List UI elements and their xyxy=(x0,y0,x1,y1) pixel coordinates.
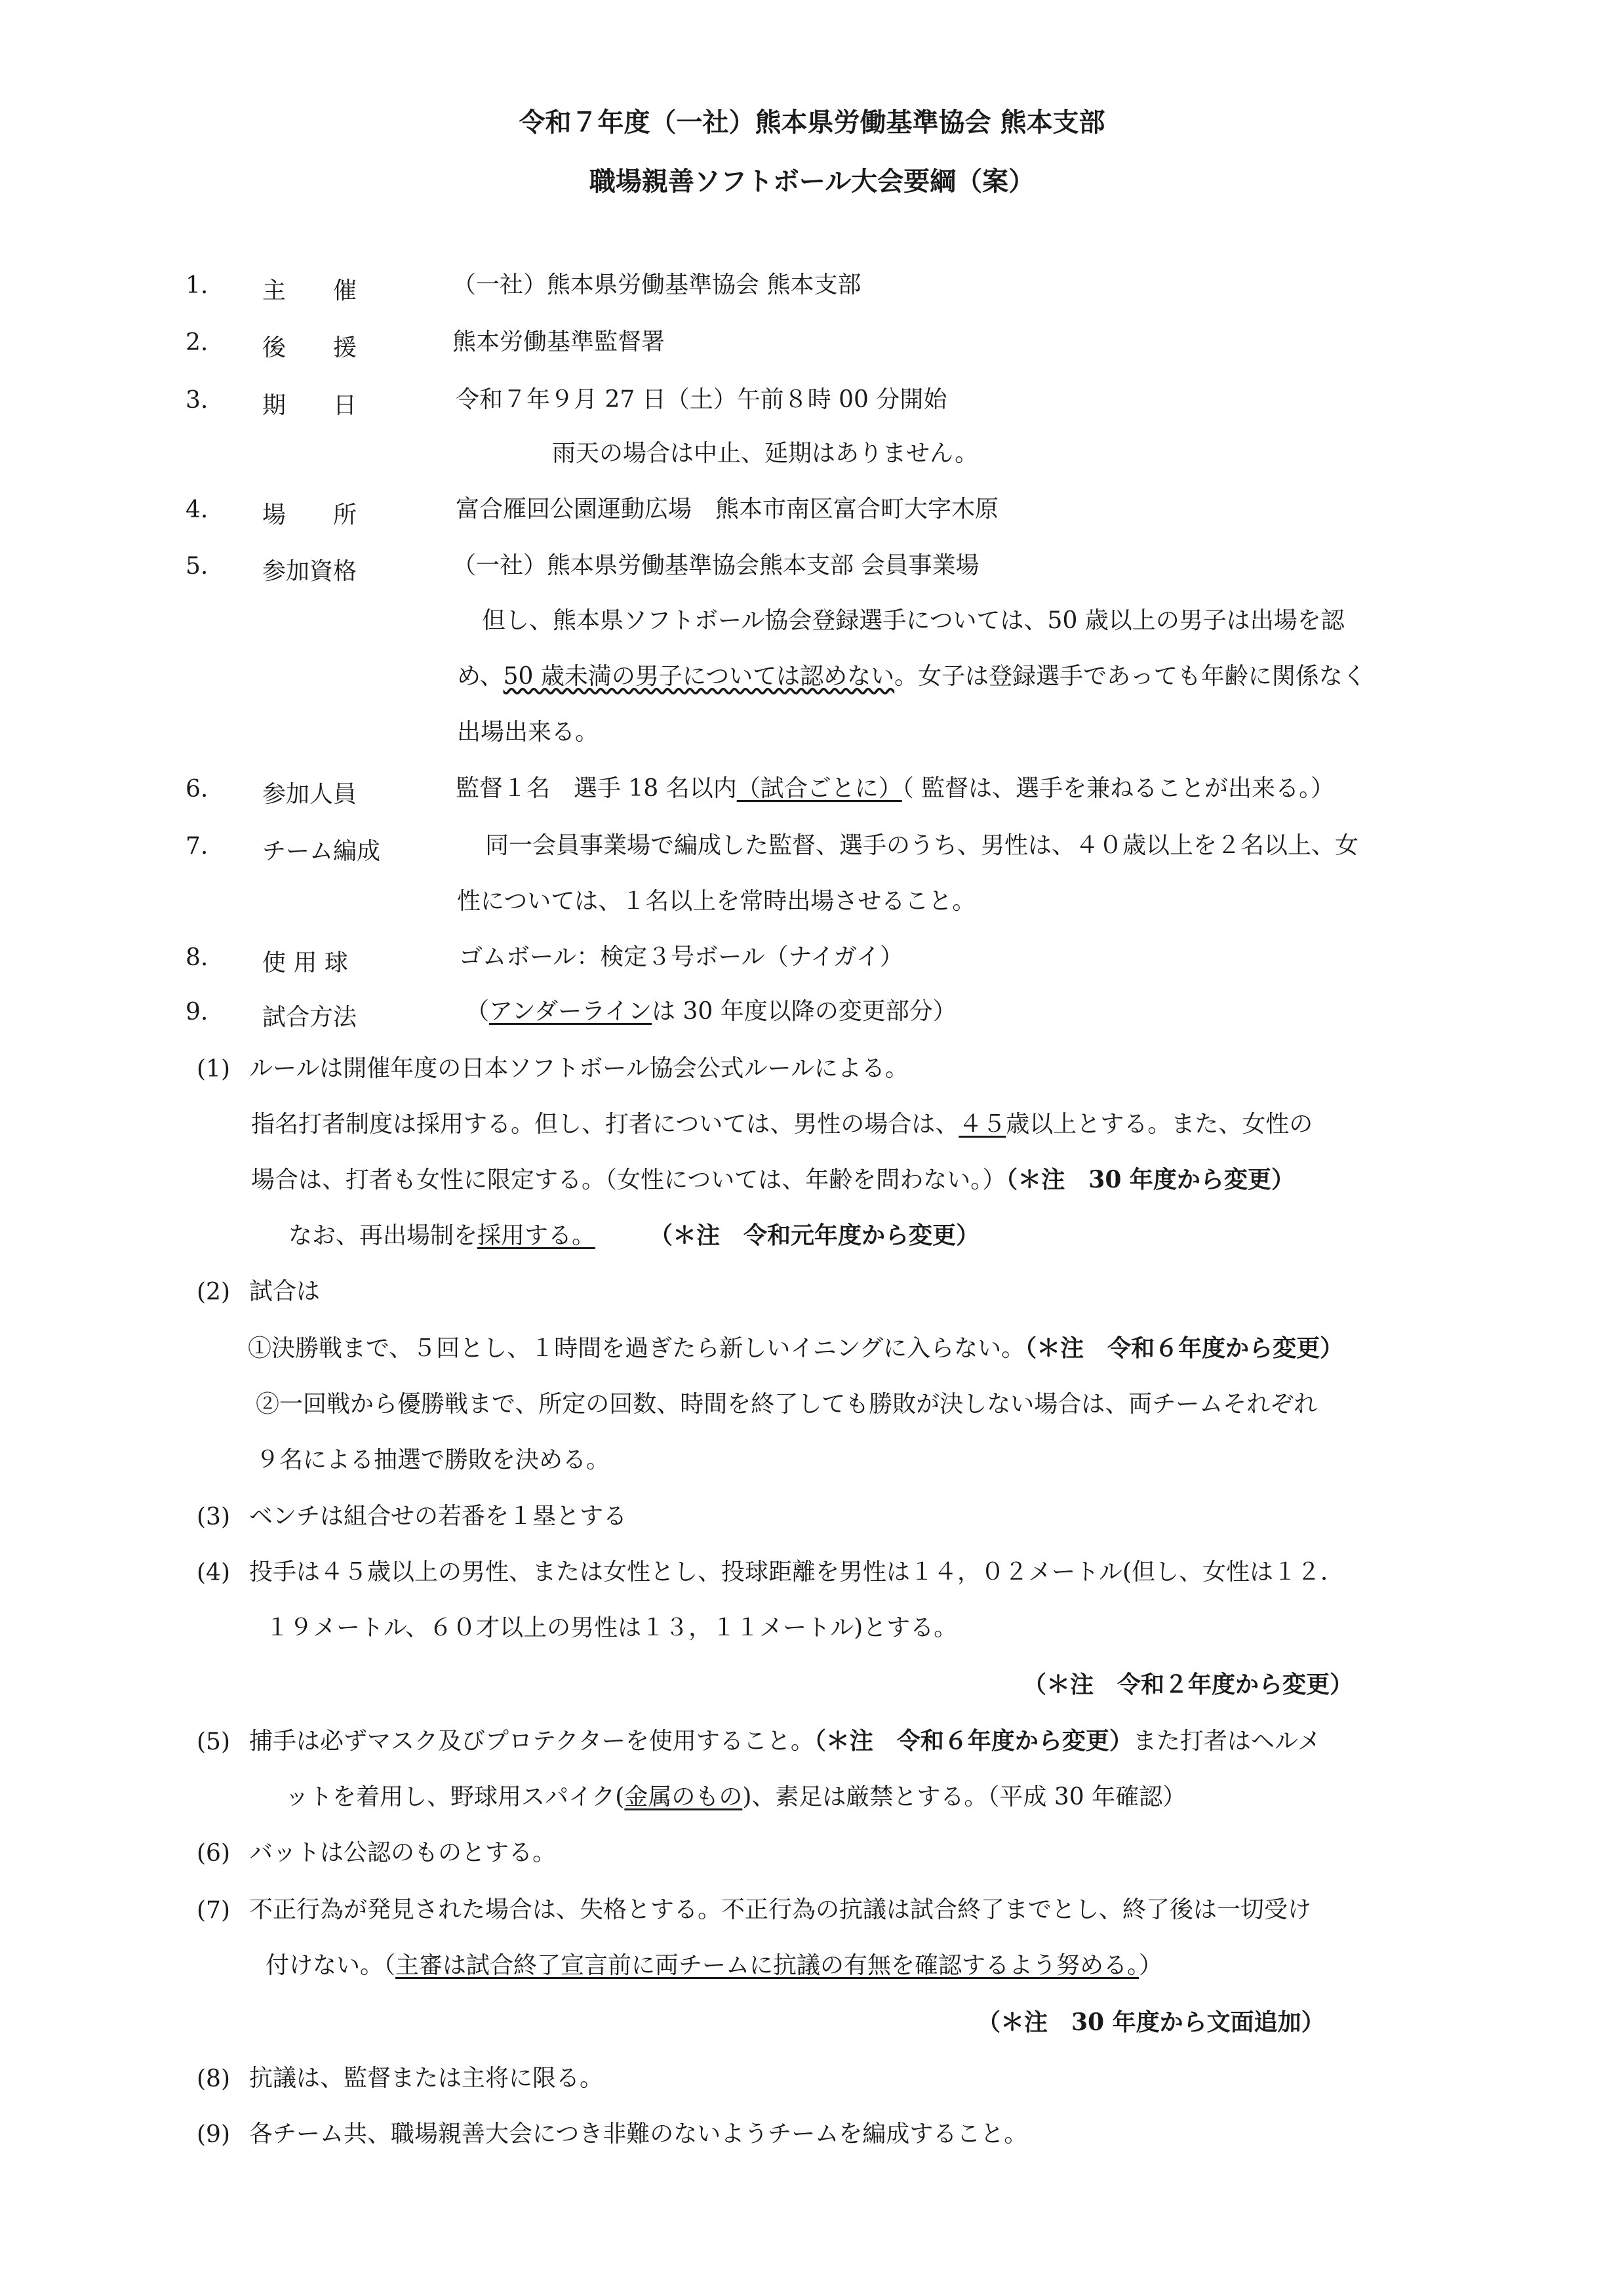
rule-number: (8) xyxy=(197,2066,230,2092)
item-label: 参加資格 xyxy=(262,558,357,585)
item-text: 但し、熊本県ソフトボール協会登録選手については、50 歳以上の男子は出場を認 xyxy=(482,607,1345,634)
item-label: 試合方法 xyxy=(262,1004,357,1031)
rule-number: (9) xyxy=(197,2121,230,2148)
rule-text: なお、再出場制を採用する。 （＊注 令和元年度から変更） xyxy=(288,1222,980,1249)
item-number: 8. xyxy=(186,944,208,971)
rule-number: (3) xyxy=(197,1504,230,1530)
rule-text: 場合は、打者も女性に限定する。（女性については、年齢を問わない。）（＊注 30 年度から変更） xyxy=(251,1166,1295,1193)
rule-number: (5) xyxy=(197,1728,230,1755)
item-number: 5. xyxy=(186,553,208,580)
rule-text: バットは公認のものとする。 xyxy=(249,1839,557,1866)
document-subtitle: 職場親善ソフトボール大会要綱（案） xyxy=(589,166,1035,197)
rule-text: 不正行為が発見された場合は、失格とする。不正行為の抗議は試合終了までとし、終了後は一切受け xyxy=(249,1896,1312,1923)
item-number: 6. xyxy=(186,776,208,803)
rule-text: ットを着用し、野球用スパイク(金属のもの)、素足は厳禁とする。（平成 30 年確認） xyxy=(285,1784,1187,1810)
item-label: 後 援 xyxy=(262,334,357,361)
document-title: 令和７年度（一社）熊本県労働基準協会 熊本支部 xyxy=(519,107,1105,138)
item-number: 7. xyxy=(186,833,208,860)
item-text: 性については、１名以上を常時出場させること。 xyxy=(457,888,976,915)
rule-text: 試合は xyxy=(249,1278,321,1305)
rule-text: 抗議は、監督または主将に限る。 xyxy=(249,2065,604,2092)
rule-number: (7) xyxy=(197,1897,230,1924)
item-text: 熊本労働基準監督署 xyxy=(452,329,665,355)
item-note: 雨天の場合は中止、延期はありません。 xyxy=(552,440,979,467)
item-text: （一社）熊本県労働基準協会 熊本支部 xyxy=(452,271,862,298)
rule-text: 投手は４５歳以上の男性、または女性とし、投球距離を男性は１４，０２メートル(但し、女性は１２． xyxy=(249,1559,1345,1586)
rule-text: ①決勝戦まで、５回とし、１時間を過ぎたら新しいイニングに入らない。（＊注 令和６年度から変更） xyxy=(248,1334,1344,1362)
rule-text: １９メートル、６０才以上の男性は１３，１１メートル)とする。 xyxy=(266,1614,958,1641)
rule-number: (2) xyxy=(197,1279,230,1306)
item-text: め、50 歳未満の男子については認めない。女子は登録選手であっても年齢に関係なく xyxy=(457,663,1366,690)
rule-number: (1) xyxy=(197,1056,230,1083)
rule-number: (4) xyxy=(197,1559,230,1586)
rule-text: 各チーム共、職場親善大会につき非難のないようチームを編成すること。 xyxy=(249,2121,1028,2147)
rule-text: ９名による抽選で勝敗を決める。 xyxy=(256,1447,610,1473)
item-text: （アンダーラインは 30 年度以降の変更部分） xyxy=(465,998,957,1025)
item-number: 2. xyxy=(186,329,208,356)
item-label: 主 催 xyxy=(262,277,357,304)
rule-note: （＊注 30 年度から文面追加） xyxy=(977,2008,1325,2036)
item-number: 4. xyxy=(186,496,208,523)
item-number: 1. xyxy=(186,272,208,299)
item-text: （一社）熊本県労働基準協会熊本支部 会員事業場 xyxy=(452,552,980,579)
item-label: 期 日 xyxy=(262,392,357,419)
item-text: 同一会員事業場で編成した監督、選手のうち、男性は、４０歳以上を２名以上、女 xyxy=(485,832,1359,859)
item-label: 使 用 球 xyxy=(262,949,348,976)
rule-text: ルールは開催年度の日本ソフトボール協会公式ルールによる。 xyxy=(249,1055,909,1082)
item-label: 場 所 xyxy=(262,502,357,529)
rule-text: 捕手は必ずマスク及びプロテクターを使用すること。（＊注 令和６年度から変更）また打者はヘルメ xyxy=(249,1727,1321,1755)
item-text: 富合雁回公園運動広場 熊本市南区富合町大字木原 xyxy=(456,496,999,523)
rule-text: 指名打者制度は採用する。但し、打者については、男性の場合は、４５歳以上とする。また、女性の xyxy=(251,1111,1313,1138)
rule-text: ベンチは組合せの若番を１塁とする xyxy=(249,1503,627,1530)
item-text: 監督１名 選手 18 名以内（試合ごとに）（ 監督は、選手を兼ねることが出来る。） xyxy=(456,775,1335,802)
item-number: 3. xyxy=(186,387,208,414)
item-text: 令和７年９月 27 日（土）午前８時 00 分開始 xyxy=(456,386,947,413)
rule-text: 付けない。（主審は試合終了宣言前に両チームに抗議の有無を確認するよう努める。） xyxy=(266,1952,1163,1979)
item-text: ゴムボール：検定３号ボール（ナイガイ） xyxy=(459,944,903,970)
item-text: 出場出来る。 xyxy=(457,719,599,746)
rule-note: （＊注 令和２年度から変更） xyxy=(1023,1671,1354,1698)
rule-number: (6) xyxy=(197,1840,230,1867)
item-label: チーム編成 xyxy=(262,838,381,865)
rule-text: ②一回戦から優勝戦まで、所定の回数、時間を終了しても勝敗が決しない場合は、両チームそれぞれ xyxy=(256,1391,1318,1418)
item-label: 参加人員 xyxy=(262,781,357,808)
item-number: 9. xyxy=(186,999,208,1026)
